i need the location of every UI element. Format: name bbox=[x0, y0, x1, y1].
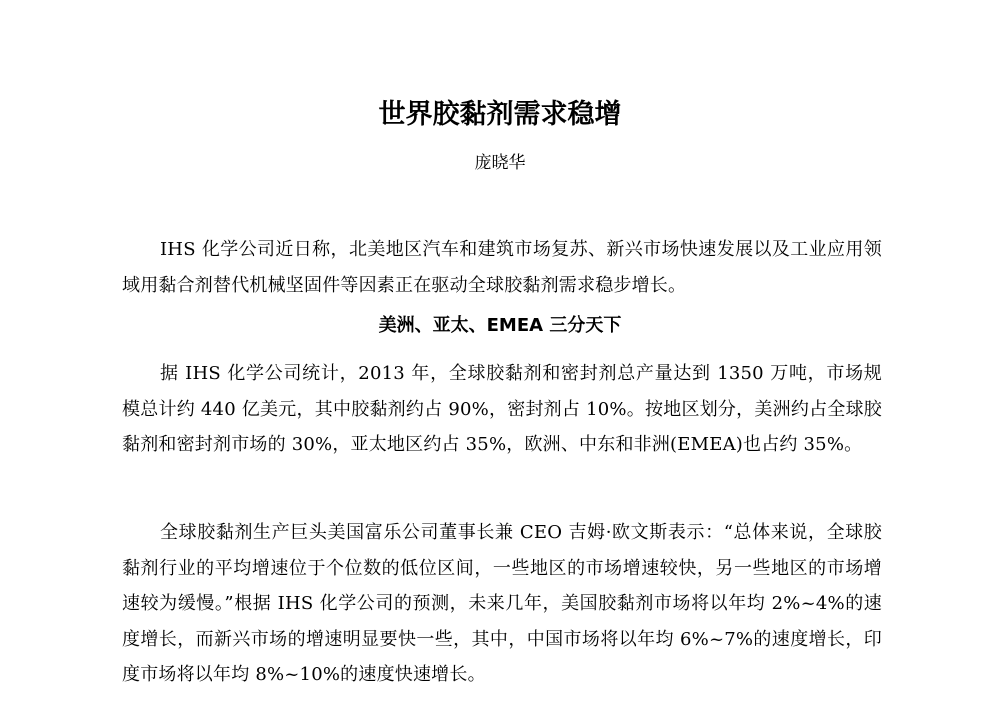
article-title: 世界胶黏剂需求稳增 bbox=[378, 99, 622, 130]
paragraph-market-share: 据 IHS 化学公司统计，2013 年，全球胶黏剂和密封剂总产量达到 1350 万吨，市场规模总计约 440 亿美元，其中胶黏剂约占 90%，密封剂占 10%。按地区划分，美洲约占全球胶黏剂和密封剂市场的 30%，亚太地区约占 35%，欧洲、中东和非洲(EMEA)也占约 35%。 bbox=[122, 363, 882, 455]
paragraph-growth-forecast: 全球胶黏剂生产巨头美国富乐公司董事长兼 CEO 吉姆·欧文斯表示：“总体来说，全球胶黏剂行业的平均增速位于个位数的低位区间，一些地区的市场增速较快，另一些地区的市场增速较为缓慢。”根据 IHS 化学公司的预测，未来几年，美国胶黏剂市场将以年均 2%~4%的速度增长，而新兴市场的增速明显要快一些，其中，中国市场将以年均 6%~7%的速度增长，印度市场将以年均 8%~10%的速度快速增长。 bbox=[122, 522, 882, 685]
section-heading: 美洲、亚太、EMEA 三分天下 bbox=[378, 315, 622, 336]
paragraph-intro: IHS 化学公司近日称，北美地区汽车和建筑市场复苏、新兴市场快速发展以及工业应用领域用黏合剂替代机械坚固件等因素正在驱动全球胶黏剂需求稳步增长。 bbox=[122, 239, 882, 296]
article-author: 庞晓华 bbox=[474, 153, 526, 173]
